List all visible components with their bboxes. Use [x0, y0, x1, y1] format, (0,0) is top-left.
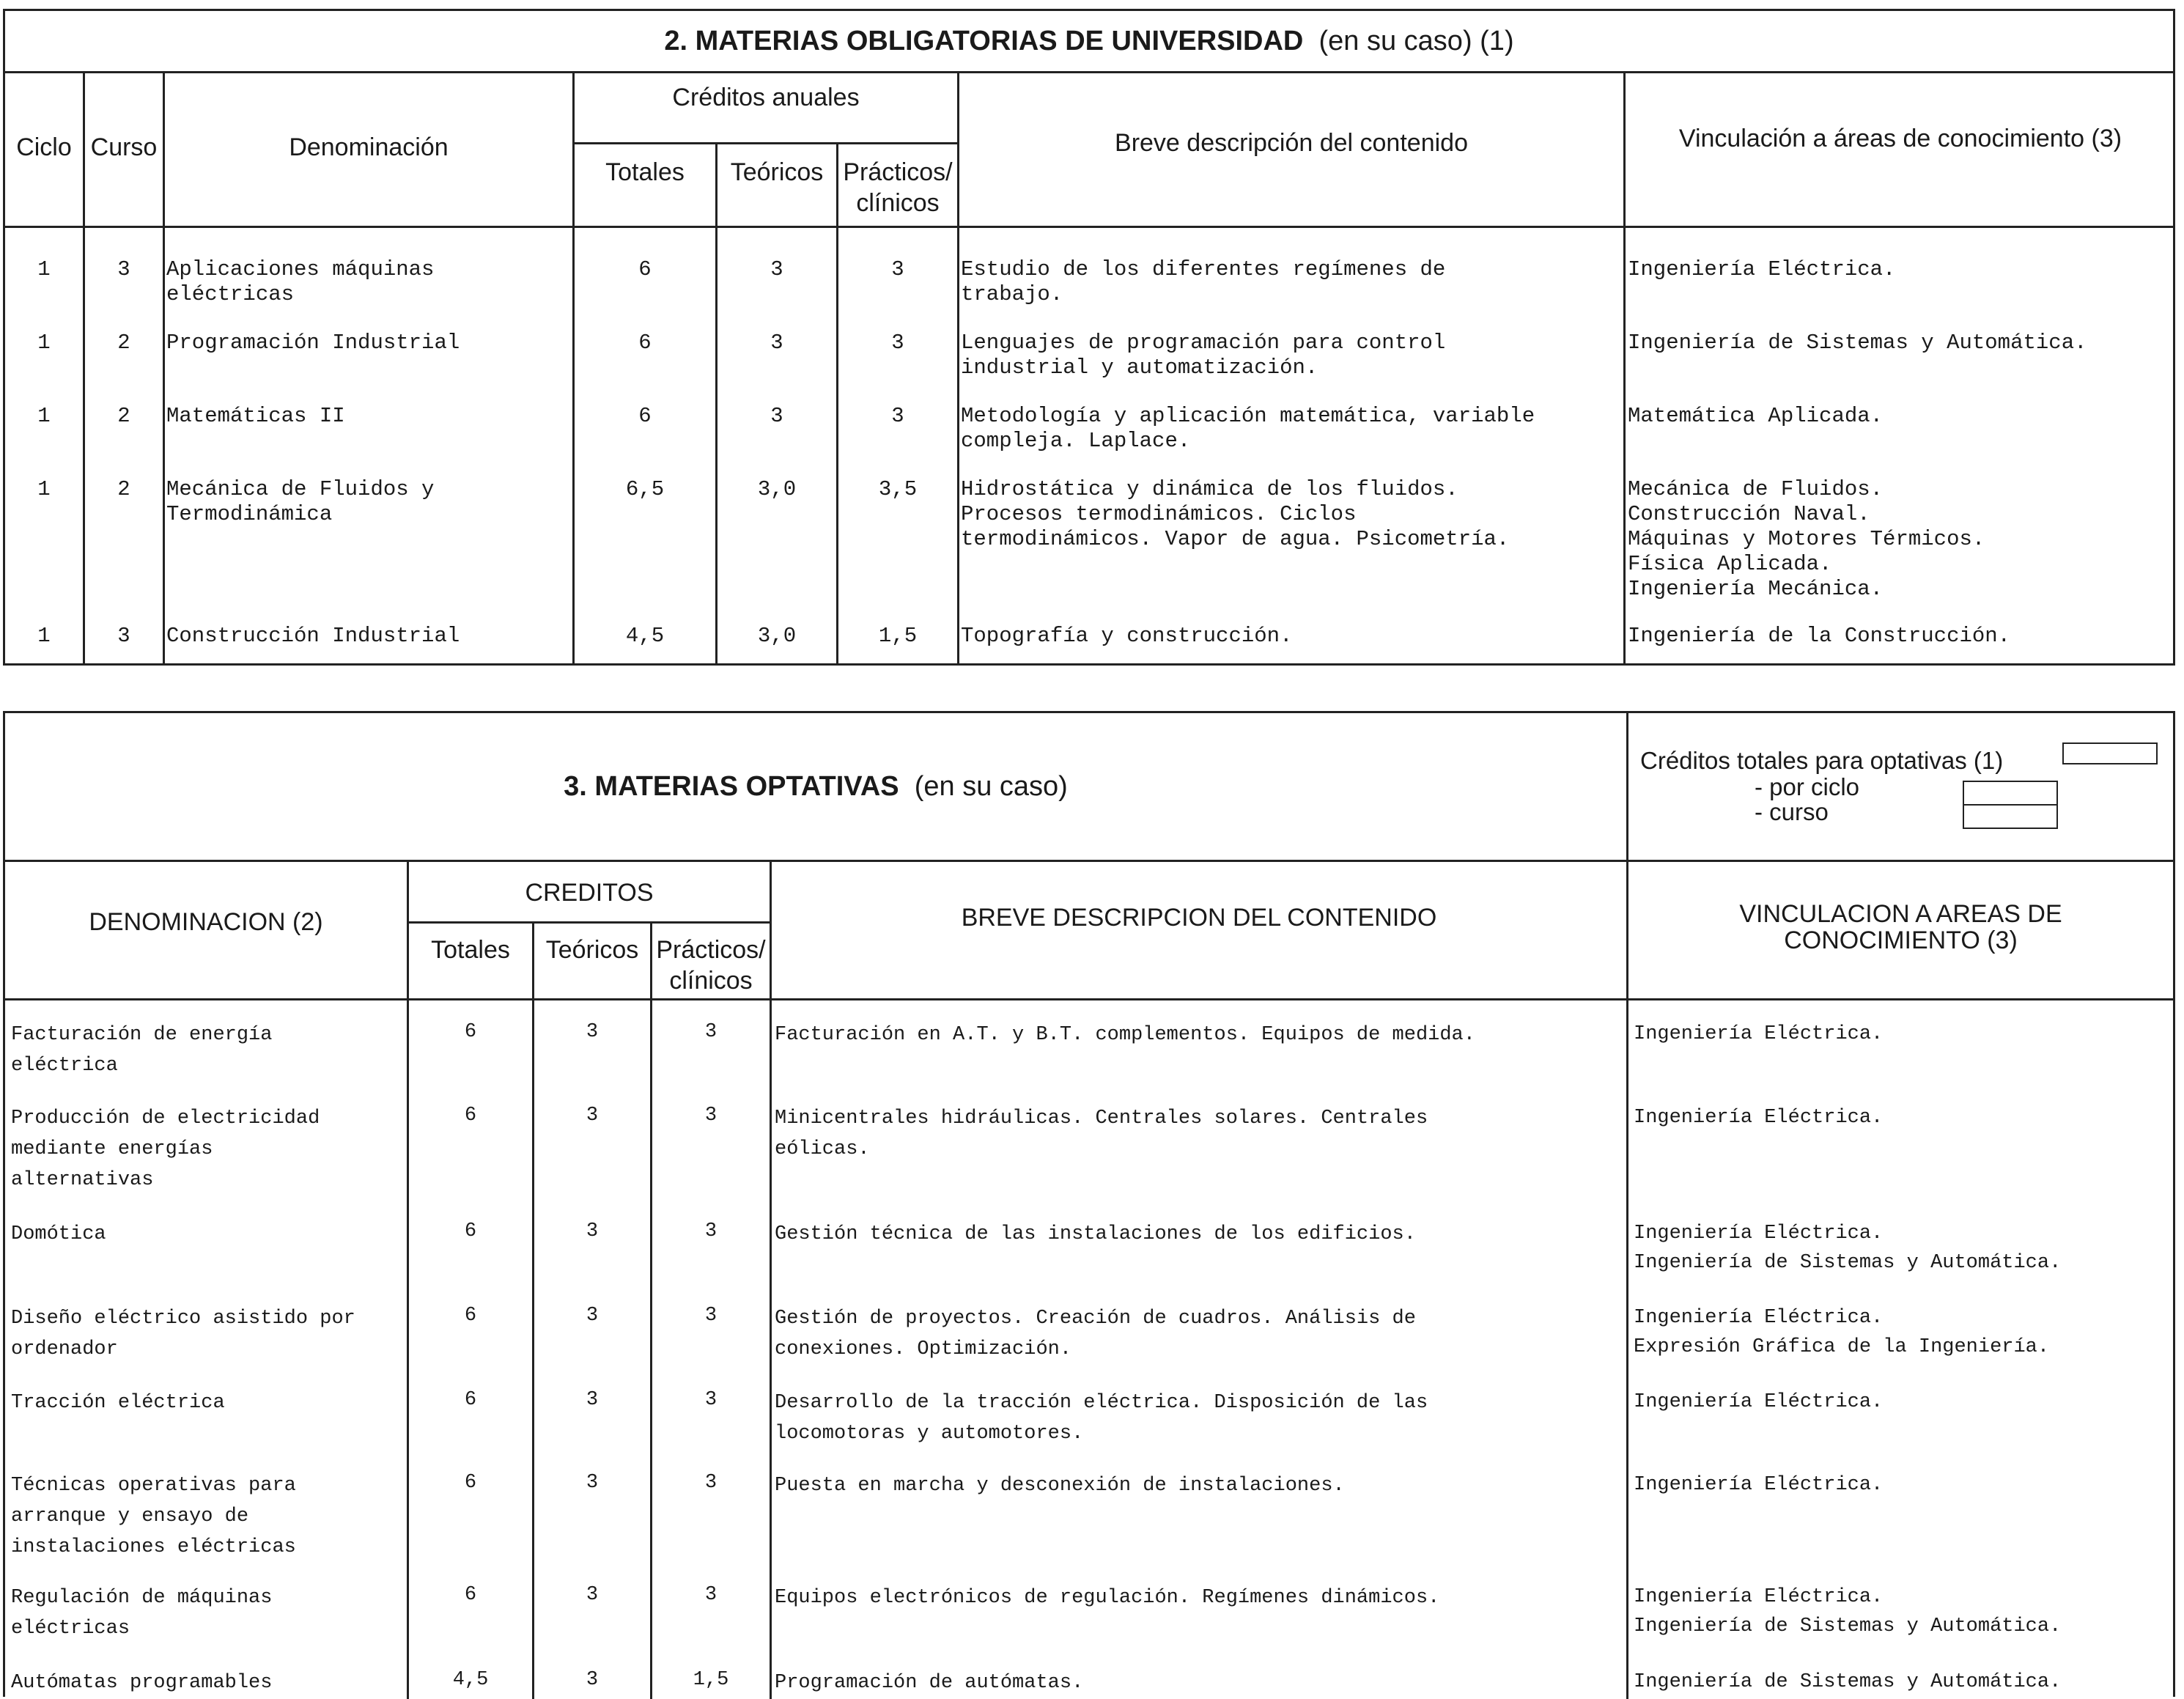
cell-descripcion: Programación de autómatas.: [775, 1672, 1084, 1694]
cell-vinculacion: Ingeniería de Sistemas y Automática.: [1634, 1671, 2062, 1693]
cell-totales: 6: [464, 1220, 477, 1242]
cell-practicos: 3: [704, 1389, 717, 1411]
cell-practicos: 3: [891, 331, 904, 355]
header3-descripcion: BREVE DESCRIPCION DEL CONTENIDO: [961, 904, 1437, 932]
cell-totales: 6: [638, 257, 652, 281]
cell-teoricos: 3: [586, 1105, 599, 1127]
optativas-credits-box: [1628, 713, 2173, 860]
cell-teoricos: 3: [770, 257, 783, 281]
cell-teoricos: 3: [586, 1472, 599, 1494]
header3-teoricos: Teóricos: [545, 936, 639, 964]
cell-totales: 6: [638, 404, 652, 428]
cell-ciclo: 1: [37, 331, 51, 355]
cell-denominacion: Tracción eléctrica: [11, 1392, 225, 1414]
cell-curso: 2: [117, 331, 130, 355]
cell-teoricos: 3,0: [757, 624, 797, 648]
cell-vinculacion: Ingeniería Eléctrica.: [1634, 1474, 1884, 1496]
optativas-total-field[interactable]: [2062, 742, 2158, 764]
header-totales: Totales: [605, 158, 685, 186]
cell-denominacion: Mecánica de Fluidos y Termodinámica: [166, 477, 435, 526]
cell-denominacion: Regulación de máquinas eléctricas: [11, 1587, 273, 1640]
por-ciclo-field[interactable]: [1963, 781, 2058, 806]
cell-totales: 6: [464, 1389, 477, 1411]
table3-title: [5, 713, 1626, 860]
cell-denominacion: Técnicas operativas para arranque y ensayo de instalaciones eléctricas: [11, 1475, 296, 1558]
cell-totales: 4,5: [452, 1669, 489, 1691]
cell-practicos: 3: [704, 1021, 717, 1043]
header-curso: Curso: [90, 133, 158, 161]
cell-teoricos: 3: [770, 331, 783, 355]
cell-vinculacion: Matemática Aplicada.: [1628, 404, 1884, 428]
cell-practicos: 1,5: [693, 1669, 729, 1691]
cell-denominacion: Facturación de energía eléctrica: [11, 1024, 273, 1077]
cell-denominacion: Diseño eléctrico asistido por ordenador: [11, 1308, 355, 1360]
header3-vinculacion: VINCULACION A AREAS DE CONOCIMIENTO (3): [1739, 900, 2062, 954]
cell-practicos: 3: [704, 1220, 717, 1242]
header-vinculacion: Vinculación a áreas de conocimiento (3): [1678, 125, 2122, 152]
cell-descripcion: Desarrollo de la tracción eléctrica. Disposición de las locomotoras y automotores.: [775, 1392, 1428, 1445]
cell-descripcion: Hidrostática y dinámica de los fluidos. Procesos termodinámicos. Ciclos termodinámicos. Vapor de agua. Psicometría.: [961, 477, 1510, 551]
cell-denominacion: Domótica: [11, 1223, 106, 1245]
cell-descripcion: Metodología y aplicación matemática, variable compleja. Laplace.: [961, 404, 1535, 453]
header-teoricos: Teóricos: [730, 158, 824, 186]
cell-vinculacion: Ingeniería Eléctrica. Ingeniería de Sistemas y Automática.: [1634, 1223, 2062, 1274]
cell-practicos: 3: [704, 1584, 717, 1606]
cell-denominacion: Aplicaciones máquinas eléctricas: [166, 257, 435, 306]
cell-totales: 6: [464, 1584, 477, 1606]
cell-teoricos: 3: [770, 404, 783, 428]
optativas-label: Créditos totales para optativas (1): [1640, 747, 2004, 774]
curso-field[interactable]: [1963, 804, 2058, 829]
header-creditos-anuales: Créditos anuales: [672, 84, 860, 111]
optativas-por-ciclo-label: - por ciclo: [1755, 773, 1860, 800]
cell-denominacion: Programación Industrial: [166, 331, 460, 355]
cell-totales: 6: [464, 1472, 477, 1494]
cell-practicos: 3: [704, 1472, 717, 1494]
table2-title-rest: (en su caso) (1): [1318, 25, 1514, 56]
cell-descripcion: Lenguajes de programación para control industrial y automatización.: [961, 331, 1446, 380]
table-materias-optativas: [3, 711, 2175, 1697]
cell-descripcion: Estudio de los diferentes regímenes de trabajo.: [961, 257, 1446, 306]
cell-descripcion: Facturación en A.T. y B.T. complementos. Equipos de medida.: [775, 1024, 1475, 1046]
cell-totales: 6: [464, 1105, 477, 1127]
cell-vinculacion: Ingeniería Eléctrica.: [1634, 1107, 1884, 1129]
header-denominacion: Denominación: [289, 133, 449, 161]
cell-vinculacion: Ingeniería Eléctrica.: [1628, 257, 1896, 281]
cell-totales: 6: [464, 1021, 477, 1043]
table-materias-obligatorias: [3, 9, 2175, 666]
cell-descripcion: Equipos electrónicos de regulación. Regímenes dinámicos.: [775, 1587, 1440, 1609]
cell-vinculacion: Ingeniería Eléctrica.: [1634, 1391, 1884, 1413]
header-ciclo: Ciclo: [16, 133, 72, 161]
cell-vinculacion: Ingeniería Eléctrica. Expresión Gráfica de la Ingeniería.: [1634, 1307, 2050, 1358]
optativas-curso-label: - curso: [1755, 798, 1829, 825]
cell-vinculacion: Ingeniería de Sistemas y Automática.: [1628, 331, 2087, 355]
cell-ciclo: 1: [37, 477, 51, 501]
cell-descripcion: Topografía y construcción.: [961, 624, 1293, 648]
cell-curso: 2: [117, 404, 130, 428]
cell-denominacion: Producción de electricidad mediante energías alternativas: [11, 1108, 320, 1191]
cell-descripcion: Minicentrales hidráulicas. Centrales solares. Centrales eólicas.: [775, 1108, 1428, 1160]
cell-teoricos: 3: [586, 1220, 599, 1242]
table3-title-bold: 3. MATERIAS OPTATIVAS: [564, 770, 899, 802]
cell-teoricos: 3: [586, 1389, 599, 1411]
cell-totales: 4,5: [625, 624, 665, 648]
cell-vinculacion: Ingeniería Eléctrica. Ingeniería de Sistemas y Automática.: [1634, 1586, 2062, 1637]
cell-totales: 6: [464, 1305, 477, 1327]
cell-practicos: 3: [704, 1105, 717, 1127]
cell-totales: 6: [638, 331, 652, 355]
table3-title-rest: (en su caso): [914, 770, 1068, 802]
cell-practicos: 3: [704, 1305, 717, 1327]
cell-descripcion: Gestión de proyectos. Creación de cuadros. Análisis de conexiones. Optimización.: [775, 1308, 1416, 1360]
cell-curso: 3: [117, 624, 130, 648]
cell-ciclo: 1: [37, 404, 51, 428]
cell-practicos: 3: [891, 257, 904, 281]
table2-header: [5, 73, 2173, 228]
cell-practicos: 3: [891, 404, 904, 428]
cell-denominacion: Matemáticas II: [166, 404, 345, 428]
cell-vinculacion: Mecánica de Fluidos. Construcción Naval. Máquinas y Motores Térmicos. Física Aplicada. Ingeniería Mecánica.: [1628, 477, 1985, 601]
cell-ciclo: 1: [37, 257, 51, 281]
cell-teoricos: 3: [586, 1021, 599, 1043]
cell-vinculacion: Ingeniería de la Construcción.: [1628, 624, 2011, 648]
cell-vinculacion: Ingeniería Eléctrica.: [1634, 1023, 1884, 1045]
cell-denominacion: Construcción Industrial: [166, 624, 460, 648]
cell-teoricos: 3: [586, 1669, 599, 1691]
header3-creditos: CREDITOS: [525, 879, 654, 907]
cell-practicos: 3,5: [878, 477, 918, 501]
header3-denominacion: DENOMINACION (2): [89, 908, 323, 936]
cell-ciclo: 1: [37, 624, 51, 648]
cell-teoricos: 3: [586, 1584, 599, 1606]
cell-denominacion: Autómatas programables: [11, 1672, 273, 1694]
cell-descripcion: Gestión técnica de las instalaciones de los edificios.: [775, 1223, 1416, 1245]
cell-teoricos: 3: [586, 1305, 599, 1327]
cell-teoricos: 3,0: [757, 477, 797, 501]
cell-curso: 3: [117, 257, 130, 281]
header3-practicos: Prácticos/ clínicos: [656, 936, 766, 995]
header-practicos: Prácticos/ clínicos: [843, 158, 953, 217]
header3-totales: Totales: [431, 936, 510, 964]
header-descripcion: Breve descripción del contenido: [1115, 129, 1468, 157]
cell-curso: 2: [117, 477, 130, 501]
table2-title: [5, 11, 2173, 73]
cell-descripcion: Puesta en marcha y desconexión de instalaciones.: [775, 1475, 1345, 1497]
cell-totales: 6,5: [625, 477, 665, 501]
cell-practicos: 1,5: [878, 624, 918, 648]
table2-title-bold: 2. MATERIAS OBLIGATORIAS DE UNIVERSIDAD: [664, 25, 1304, 56]
